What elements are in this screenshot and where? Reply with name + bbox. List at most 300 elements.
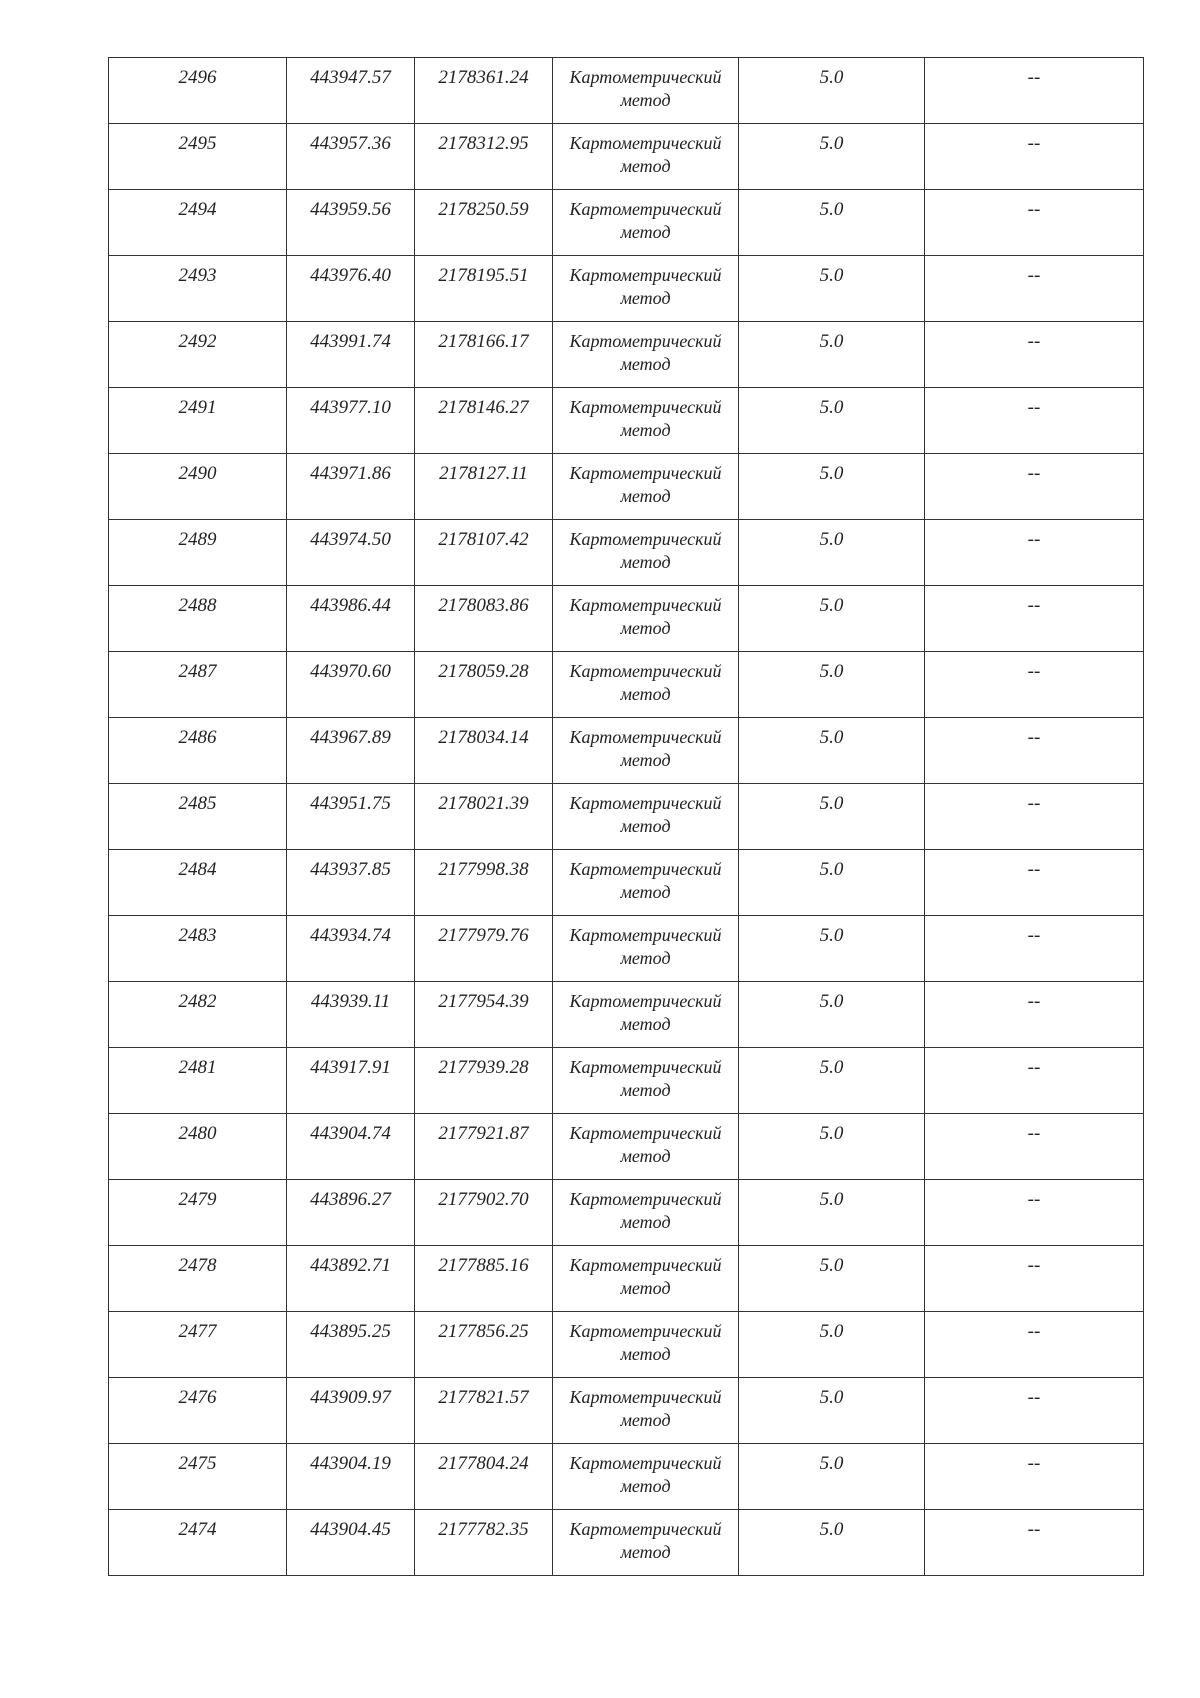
- y-coordinate-value: 2177921.87: [438, 1123, 529, 1144]
- point-number-cell: [109, 652, 287, 718]
- method-cell: [553, 388, 739, 454]
- x-coordinate-cell: [287, 1048, 415, 1114]
- note-value: --: [1027, 1123, 1041, 1144]
- table-row: [109, 322, 1144, 388]
- method-cell: [553, 784, 739, 850]
- y-coordinate-cell: [415, 586, 553, 652]
- note-value: --: [1027, 1519, 1041, 1540]
- table-row: [109, 1510, 1144, 1576]
- accuracy-cell: [739, 1444, 925, 1510]
- note-value: --: [1027, 595, 1041, 616]
- note-cell: [925, 1246, 1144, 1312]
- point-number-value: 2482: [178, 991, 217, 1012]
- point-number-value: 2490: [178, 463, 217, 484]
- y-coordinate-cell: [415, 58, 553, 124]
- note-value: --: [1027, 727, 1041, 748]
- y-coordinate-value: 2177979.76: [438, 925, 529, 946]
- point-number-value: 2477: [178, 1321, 217, 1342]
- accuracy-value: 5.0: [819, 1123, 844, 1144]
- note-value: --: [1027, 463, 1041, 484]
- y-coordinate-value: 2177939.28: [438, 1057, 529, 1078]
- method-line-1: Картометрический: [569, 397, 722, 417]
- note-cell: [925, 916, 1144, 982]
- y-coordinate-value: 2178083.86: [438, 595, 529, 616]
- method-cell: [553, 256, 739, 322]
- point-number-value: 2479: [178, 1189, 217, 1210]
- method-line-2: метод: [620, 816, 671, 836]
- point-number-cell: [109, 454, 287, 520]
- accuracy-cell: [739, 322, 925, 388]
- y-coordinate-cell: [415, 718, 553, 784]
- note-cell: [925, 454, 1144, 520]
- note-cell: [925, 190, 1144, 256]
- y-coordinate-cell: [415, 982, 553, 1048]
- y-coordinate-cell: [415, 1180, 553, 1246]
- x-coordinate-cell: [287, 982, 415, 1048]
- accuracy-value: 5.0: [819, 463, 844, 484]
- table-row: [109, 388, 1144, 454]
- method-cell: [553, 718, 739, 784]
- point-number-cell: [109, 1312, 287, 1378]
- point-number-cell: [109, 124, 287, 190]
- table-row: [109, 1246, 1144, 1312]
- point-number-cell: [109, 916, 287, 982]
- note-cell: [925, 1114, 1144, 1180]
- accuracy-cell: [739, 388, 925, 454]
- method-line-2: метод: [620, 222, 671, 242]
- y-coordinate-value: 2178250.59: [438, 199, 529, 220]
- method-cell: [553, 1510, 739, 1576]
- x-coordinate-value: 443951.75: [310, 793, 391, 814]
- note-cell: [925, 1048, 1144, 1114]
- method-line-2: метод: [620, 1542, 671, 1562]
- accuracy-cell: [739, 1510, 925, 1576]
- accuracy-value: 5.0: [819, 1519, 844, 1540]
- note-value: --: [1027, 859, 1041, 880]
- y-coordinate-cell: [415, 850, 553, 916]
- point-number-value: 2491: [178, 397, 217, 418]
- method-line-1: Картометрический: [569, 1057, 722, 1077]
- method-line-1: Картометрический: [569, 991, 722, 1011]
- x-coordinate-cell: [287, 784, 415, 850]
- method-line-1: Картометрический: [569, 1189, 722, 1209]
- y-coordinate-value: 2178127.11: [439, 463, 528, 484]
- table-row: [109, 124, 1144, 190]
- point-number-cell: [109, 322, 287, 388]
- table-row: [109, 718, 1144, 784]
- point-number-value: 2493: [178, 265, 217, 286]
- method-line-2: метод: [620, 882, 671, 902]
- point-number-cell: [109, 1510, 287, 1576]
- accuracy-value: 5.0: [819, 1057, 844, 1078]
- note-value: --: [1027, 199, 1041, 220]
- table-row: [109, 586, 1144, 652]
- accuracy-cell: [739, 1114, 925, 1180]
- method-line-1: Картометрический: [569, 331, 722, 351]
- x-coordinate-value: 443971.86: [310, 463, 391, 484]
- point-number-cell: [109, 784, 287, 850]
- point-number-value: 2481: [178, 1057, 217, 1078]
- table-row: [109, 1180, 1144, 1246]
- accuracy-cell: [739, 58, 925, 124]
- note-value: --: [1027, 265, 1041, 286]
- note-cell: [925, 124, 1144, 190]
- point-number-value: 2474: [178, 1519, 217, 1540]
- note-cell: [925, 652, 1144, 718]
- y-coordinate-value: 2177998.38: [438, 859, 529, 880]
- method-cell: [553, 520, 739, 586]
- x-coordinate-cell: [287, 850, 415, 916]
- x-coordinate-value: 443976.40: [310, 265, 391, 286]
- accuracy-value: 5.0: [819, 727, 844, 748]
- table-row: [109, 1312, 1144, 1378]
- note-value: --: [1027, 133, 1041, 154]
- x-coordinate-cell: [287, 586, 415, 652]
- x-coordinate-cell: [287, 1312, 415, 1378]
- point-number-cell: [109, 586, 287, 652]
- y-coordinate-value: 2178361.24: [438, 67, 529, 88]
- note-value: --: [1027, 991, 1041, 1012]
- x-coordinate-value: 443974.50: [310, 529, 391, 550]
- point-number-cell: [109, 850, 287, 916]
- point-number-value: 2476: [178, 1387, 217, 1408]
- accuracy-cell: [739, 190, 925, 256]
- point-number-cell: [109, 1246, 287, 1312]
- x-coordinate-cell: [287, 322, 415, 388]
- table-row: [109, 1114, 1144, 1180]
- accuracy-value: 5.0: [819, 1321, 844, 1342]
- method-cell: [553, 58, 739, 124]
- y-coordinate-value: 2178107.42: [438, 529, 529, 550]
- accuracy-value: 5.0: [819, 133, 844, 154]
- table-row: [109, 916, 1144, 982]
- x-coordinate-value: 443959.56: [310, 199, 391, 220]
- x-coordinate-cell: [287, 1246, 415, 1312]
- y-coordinate-cell: [415, 190, 553, 256]
- x-coordinate-value: 443895.25: [310, 1321, 391, 1342]
- method-cell: [553, 124, 739, 190]
- table-row: [109, 1378, 1144, 1444]
- x-coordinate-cell: [287, 454, 415, 520]
- note-cell: [925, 1444, 1144, 1510]
- method-line-2: метод: [620, 1410, 671, 1430]
- point-number-cell: [109, 982, 287, 1048]
- y-coordinate-value: 2178146.27: [438, 397, 529, 418]
- point-number-cell: [109, 58, 287, 124]
- point-number-value: 2483: [178, 925, 217, 946]
- method-cell: [553, 916, 739, 982]
- method-line-1: Картометрический: [569, 595, 722, 615]
- y-coordinate-cell: [415, 256, 553, 322]
- point-number-cell: [109, 1114, 287, 1180]
- accuracy-cell: [739, 520, 925, 586]
- point-number-cell: [109, 1444, 287, 1510]
- accuracy-value: 5.0: [819, 1255, 844, 1276]
- method-cell: [553, 586, 739, 652]
- method-line-2: метод: [620, 618, 671, 638]
- table-row: [109, 652, 1144, 718]
- method-line-1: Картометрический: [569, 925, 722, 945]
- note-value: --: [1027, 793, 1041, 814]
- method-line-1: Картометрический: [569, 133, 722, 153]
- accuracy-value: 5.0: [819, 265, 844, 286]
- method-cell: [553, 850, 739, 916]
- note-value: --: [1027, 1189, 1041, 1210]
- y-coordinate-cell: [415, 520, 553, 586]
- x-coordinate-cell: [287, 1180, 415, 1246]
- x-coordinate-cell: [287, 652, 415, 718]
- x-coordinate-cell: [287, 190, 415, 256]
- note-value: --: [1027, 1453, 1041, 1474]
- point-number-value: 2487: [178, 661, 217, 682]
- note-value: --: [1027, 331, 1041, 352]
- accuracy-cell: [739, 784, 925, 850]
- method-line-2: метод: [620, 288, 671, 308]
- note-value: --: [1027, 1321, 1041, 1342]
- note-cell: [925, 718, 1144, 784]
- note-cell: [925, 520, 1144, 586]
- point-number-value: 2480: [178, 1123, 217, 1144]
- x-coordinate-cell: [287, 1378, 415, 1444]
- accuracy-value: 5.0: [819, 529, 844, 550]
- note-cell: [925, 850, 1144, 916]
- accuracy-value: 5.0: [819, 199, 844, 220]
- point-number-value: 2494: [178, 199, 217, 220]
- x-coordinate-value: 443892.71: [310, 1255, 391, 1276]
- method-line-2: метод: [620, 750, 671, 770]
- y-coordinate-cell: [415, 1114, 553, 1180]
- accuracy-cell: [739, 982, 925, 1048]
- note-value: --: [1027, 67, 1041, 88]
- y-coordinate-value: 2177821.57: [438, 1387, 529, 1408]
- note-cell: [925, 388, 1144, 454]
- x-coordinate-cell: [287, 58, 415, 124]
- point-number-cell: [109, 718, 287, 784]
- accuracy-value: 5.0: [819, 397, 844, 418]
- method-line-1: Картометрический: [569, 1387, 722, 1407]
- accuracy-cell: [739, 454, 925, 520]
- method-line-1: Картометрический: [569, 1255, 722, 1275]
- accuracy-value: 5.0: [819, 925, 844, 946]
- accuracy-cell: [739, 916, 925, 982]
- x-coordinate-cell: [287, 916, 415, 982]
- note-value: --: [1027, 529, 1041, 550]
- point-number-value: 2496: [178, 67, 217, 88]
- y-coordinate-cell: [415, 652, 553, 718]
- accuracy-cell: [739, 1246, 925, 1312]
- method-line-2: метод: [620, 684, 671, 704]
- point-number-value: 2485: [178, 793, 217, 814]
- point-number-value: 2488: [178, 595, 217, 616]
- method-line-2: метод: [620, 1476, 671, 1496]
- point-number-cell: [109, 388, 287, 454]
- note-value: --: [1027, 925, 1041, 946]
- y-coordinate-value: 2177902.70: [438, 1189, 529, 1210]
- method-line-2: метод: [620, 1146, 671, 1166]
- method-line-2: метод: [620, 354, 671, 374]
- accuracy-cell: [739, 1180, 925, 1246]
- method-line-1: Картометрический: [569, 1321, 722, 1341]
- note-cell: [925, 586, 1144, 652]
- y-coordinate-value: 2178021.39: [438, 793, 529, 814]
- accuracy-cell: [739, 850, 925, 916]
- y-coordinate-cell: [415, 388, 553, 454]
- y-coordinate-cell: [415, 1510, 553, 1576]
- coordinates-table-body: [109, 58, 1144, 1576]
- note-value: --: [1027, 1387, 1041, 1408]
- y-coordinate-value: 2177856.25: [438, 1321, 529, 1342]
- accuracy-value: 5.0: [819, 1387, 844, 1408]
- note-cell: [925, 1510, 1144, 1576]
- accuracy-value: 5.0: [819, 661, 844, 682]
- table-row: [109, 58, 1144, 124]
- x-coordinate-value: 443970.60: [310, 661, 391, 682]
- x-coordinate-value: 443991.74: [310, 331, 391, 352]
- method-line-1: Картометрический: [569, 1123, 722, 1143]
- point-number-value: 2495: [178, 133, 217, 154]
- y-coordinate-cell: [415, 916, 553, 982]
- method-line-1: Картометрический: [569, 529, 722, 549]
- x-coordinate-cell: [287, 718, 415, 784]
- note-cell: [925, 256, 1144, 322]
- point-number-value: 2489: [178, 529, 217, 550]
- method-line-1: Картометрический: [569, 1519, 722, 1539]
- accuracy-value: 5.0: [819, 859, 844, 880]
- x-coordinate-value: 443896.27: [310, 1189, 391, 1210]
- method-cell: [553, 454, 739, 520]
- method-line-1: Картометрический: [569, 727, 722, 747]
- table-row: [109, 850, 1144, 916]
- x-coordinate-value: 443947.57: [310, 67, 391, 88]
- point-number-cell: [109, 520, 287, 586]
- table-row: [109, 256, 1144, 322]
- note-value: --: [1027, 661, 1041, 682]
- table-row: [109, 784, 1144, 850]
- point-number-cell: [109, 1048, 287, 1114]
- note-cell: [925, 58, 1144, 124]
- table-row: [109, 520, 1144, 586]
- method-line-2: метод: [620, 486, 671, 506]
- y-coordinate-value: 2178059.28: [438, 661, 529, 682]
- method-line-1: Картометрический: [569, 859, 722, 879]
- x-coordinate-cell: [287, 1114, 415, 1180]
- accuracy-cell: [739, 1048, 925, 1114]
- method-cell: [553, 190, 739, 256]
- x-coordinate-value: 443904.45: [310, 1519, 391, 1540]
- point-number-value: 2492: [178, 331, 217, 352]
- x-coordinate-value: 443986.44: [310, 595, 391, 616]
- method-line-2: метод: [620, 156, 671, 176]
- point-number-cell: [109, 1378, 287, 1444]
- accuracy-value: 5.0: [819, 331, 844, 352]
- y-coordinate-value: 2178312.95: [438, 133, 529, 154]
- x-coordinate-cell: [287, 388, 415, 454]
- y-coordinate-cell: [415, 454, 553, 520]
- x-coordinate-cell: [287, 124, 415, 190]
- method-cell: [553, 1048, 739, 1114]
- y-coordinate-value: 2177954.39: [438, 991, 529, 1012]
- x-coordinate-value: 443909.97: [310, 1387, 391, 1408]
- method-cell: [553, 1378, 739, 1444]
- method-cell: [553, 1444, 739, 1510]
- accuracy-cell: [739, 652, 925, 718]
- method-line-1: Картометрический: [569, 199, 722, 219]
- accuracy-cell: [739, 586, 925, 652]
- y-coordinate-cell: [415, 322, 553, 388]
- note-cell: [925, 1180, 1144, 1246]
- y-coordinate-cell: [415, 124, 553, 190]
- accuracy-value: 5.0: [819, 595, 844, 616]
- point-number-value: 2475: [178, 1453, 217, 1474]
- accuracy-value: 5.0: [819, 67, 844, 88]
- method-line-2: метод: [620, 1344, 671, 1364]
- note-cell: [925, 784, 1144, 850]
- method-line-2: метод: [620, 948, 671, 968]
- method-cell: [553, 1246, 739, 1312]
- y-coordinate-value: 2178166.17: [438, 331, 529, 352]
- y-coordinate-value: 2178195.51: [438, 265, 529, 286]
- x-coordinate-cell: [287, 520, 415, 586]
- y-coordinate-value: 2178034.14: [438, 727, 529, 748]
- y-coordinate-cell: [415, 1378, 553, 1444]
- y-coordinate-cell: [415, 1048, 553, 1114]
- method-cell: [553, 1114, 739, 1180]
- note-cell: [925, 1312, 1144, 1378]
- x-coordinate-value: 443939.11: [310, 991, 391, 1012]
- note-value: --: [1027, 1255, 1041, 1276]
- table-row: [109, 1444, 1144, 1510]
- x-coordinate-value: 443957.36: [310, 133, 391, 154]
- x-coordinate-value: 443977.10: [310, 397, 391, 418]
- y-coordinate-value: 2177885.16: [438, 1255, 529, 1276]
- table-row: [109, 190, 1144, 256]
- coordinates-table: [108, 57, 1144, 1576]
- y-coordinate-cell: [415, 1246, 553, 1312]
- table-row: [109, 454, 1144, 520]
- accuracy-value: 5.0: [819, 1189, 844, 1210]
- method-line-2: метод: [620, 90, 671, 110]
- x-coordinate-value: 443904.74: [310, 1123, 391, 1144]
- x-coordinate-cell: [287, 1510, 415, 1576]
- note-cell: [925, 322, 1144, 388]
- method-line-1: Картометрический: [569, 661, 722, 681]
- accuracy-cell: [739, 1378, 925, 1444]
- x-coordinate-cell: [287, 1444, 415, 1510]
- accuracy-value: 5.0: [819, 1453, 844, 1474]
- note-cell: [925, 982, 1144, 1048]
- method-line-2: метод: [620, 552, 671, 572]
- accuracy-value: 5.0: [819, 793, 844, 814]
- accuracy-cell: [739, 718, 925, 784]
- y-coordinate-cell: [415, 1444, 553, 1510]
- x-coordinate-value: 443904.19: [310, 1453, 391, 1474]
- method-line-2: метод: [620, 1212, 671, 1232]
- method-cell: [553, 322, 739, 388]
- y-coordinate-cell: [415, 784, 553, 850]
- method-line-1: Картометрический: [569, 265, 722, 285]
- method-cell: [553, 652, 739, 718]
- method-line-1: Картометрический: [569, 793, 722, 813]
- point-number-value: 2478: [178, 1255, 217, 1276]
- x-coordinate-value: 443917.91: [310, 1057, 391, 1078]
- method-cell: [553, 1180, 739, 1246]
- table-row: [109, 982, 1144, 1048]
- x-coordinate-cell: [287, 256, 415, 322]
- note-cell: [925, 1378, 1144, 1444]
- point-number-cell: [109, 1180, 287, 1246]
- y-coordinate-cell: [415, 1312, 553, 1378]
- method-line-2: метод: [620, 420, 671, 440]
